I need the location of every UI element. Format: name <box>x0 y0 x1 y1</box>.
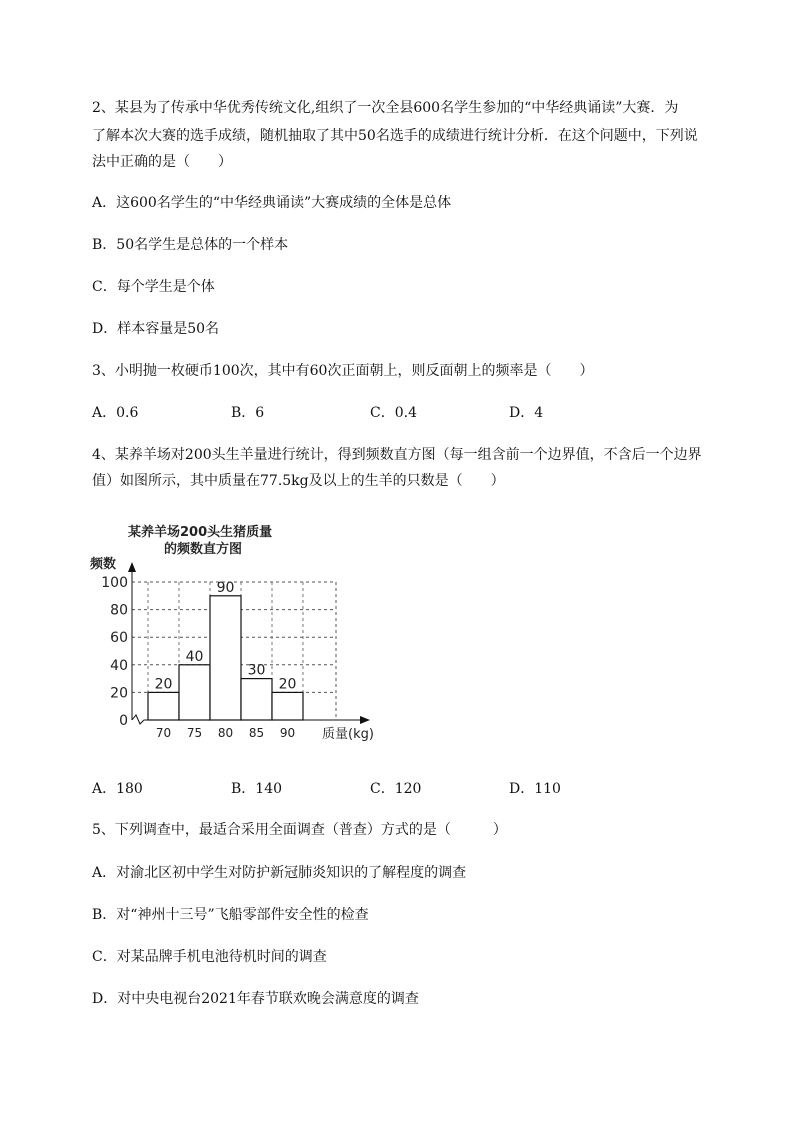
q2-stem-line-3: 法中正确的是（ ） <box>92 154 232 170</box>
y-tick-label: 20 <box>110 685 128 702</box>
bar-data-label: 20 <box>154 676 173 693</box>
q5-option-b: B．对“神州十三号”飞船零部件安全性的检查 <box>92 907 369 923</box>
q4-option-c: C．120 <box>370 781 422 797</box>
q5-option-a: A．对渝北区初中学生对防护新冠肺炎知识的了解程度的调查 <box>92 865 467 881</box>
bar-data-label: 40 <box>185 648 204 665</box>
frequency-histogram <box>88 518 388 746</box>
q5-stem: 5、下列调查中，最适合采用全面调查（普查）方式的是（ ） <box>92 822 507 838</box>
y-tick-label: 80 <box>110 602 128 619</box>
q5-option-c: C．对某品牌手机电池待机时间的调查 <box>92 949 327 965</box>
x-axis-label: 质量(kg) <box>322 727 374 742</box>
q2-option-c: C．每个学生是个体 <box>92 279 215 295</box>
histogram-bar <box>272 692 303 720</box>
q3-option-a: A．0.6 <box>92 405 139 421</box>
q4-stem-line-2: 值）如图所示，其中质量在77.5kg及以上的生羊的只数是（ ） <box>92 473 505 489</box>
q2-option-d: D．样本容量是50名 <box>92 321 220 337</box>
q2-option-b: B．50名学生是总体的一个样本 <box>92 237 289 253</box>
histogram-bar <box>210 596 241 720</box>
q3-option-d: D．4 <box>509 405 544 421</box>
histogram-bar <box>179 665 210 720</box>
q3-stem: 3、小明抛一枚硬币100次，其中有60次正面朝上，则反面朝上的频率是（ ） <box>92 363 594 379</box>
x-tick-label: 80 <box>217 726 234 740</box>
q2-stem-line-2: 了解本次大赛的选手成绩，随机抽取了其中50名选手的成绩进行统计分析．在这个问题中，下列说 <box>92 128 698 144</box>
q4-option-a: A．180 <box>92 781 143 797</box>
y-axis-label: 频数 <box>90 557 117 572</box>
chart-title-line-1: 某养羊场200头生猪质量 <box>128 525 273 540</box>
bar-data-label: 20 <box>278 676 297 693</box>
q2-option-a: A．这600名学生的“中华经典诵读”大赛成绩的全体是总体 <box>92 195 452 211</box>
y-tick-label: 0 <box>119 713 128 729</box>
q3-option-b: B．6 <box>231 405 265 421</box>
x-tick-label: 90 <box>279 726 296 740</box>
y-tick-label: 100 <box>101 575 128 591</box>
bar-data-label: 90 <box>216 579 235 596</box>
q5-option-d: D．对中央电视台2021年春节联欢晚会满意度的调查 <box>92 991 419 1007</box>
q4-option-b: B．140 <box>231 781 283 797</box>
histogram-bar <box>241 679 272 720</box>
chart-title-line-2: 的频数直方图 <box>164 542 243 557</box>
x-axis-arrow <box>360 716 370 724</box>
y-tick-label: 60 <box>110 630 128 647</box>
x-tick-label: 70 <box>155 726 172 740</box>
q2-stem-line-1: 2、某县为了传承中华优秀传统文化,组织了一次全县600名学生参加的“中华经典诵读”大赛．为 <box>92 100 679 116</box>
histogram-bar <box>148 692 179 720</box>
q4-option-d: D．110 <box>509 781 561 797</box>
y-axis-arrow <box>128 562 136 572</box>
q4-stem-line-1: 4、某养羊场对200头生羊量进行统计，得到频数直方图（每一组含前一个边界值，不含后一个边界 <box>92 447 702 463</box>
y-tick-label: 40 <box>110 657 128 674</box>
bars <box>148 580 303 720</box>
x-tick-label: 75 <box>186 726 203 740</box>
q3-option-c: C．0.4 <box>370 405 417 421</box>
x-tick-label: 85 <box>248 726 265 740</box>
bar-data-label: 30 <box>247 662 266 679</box>
